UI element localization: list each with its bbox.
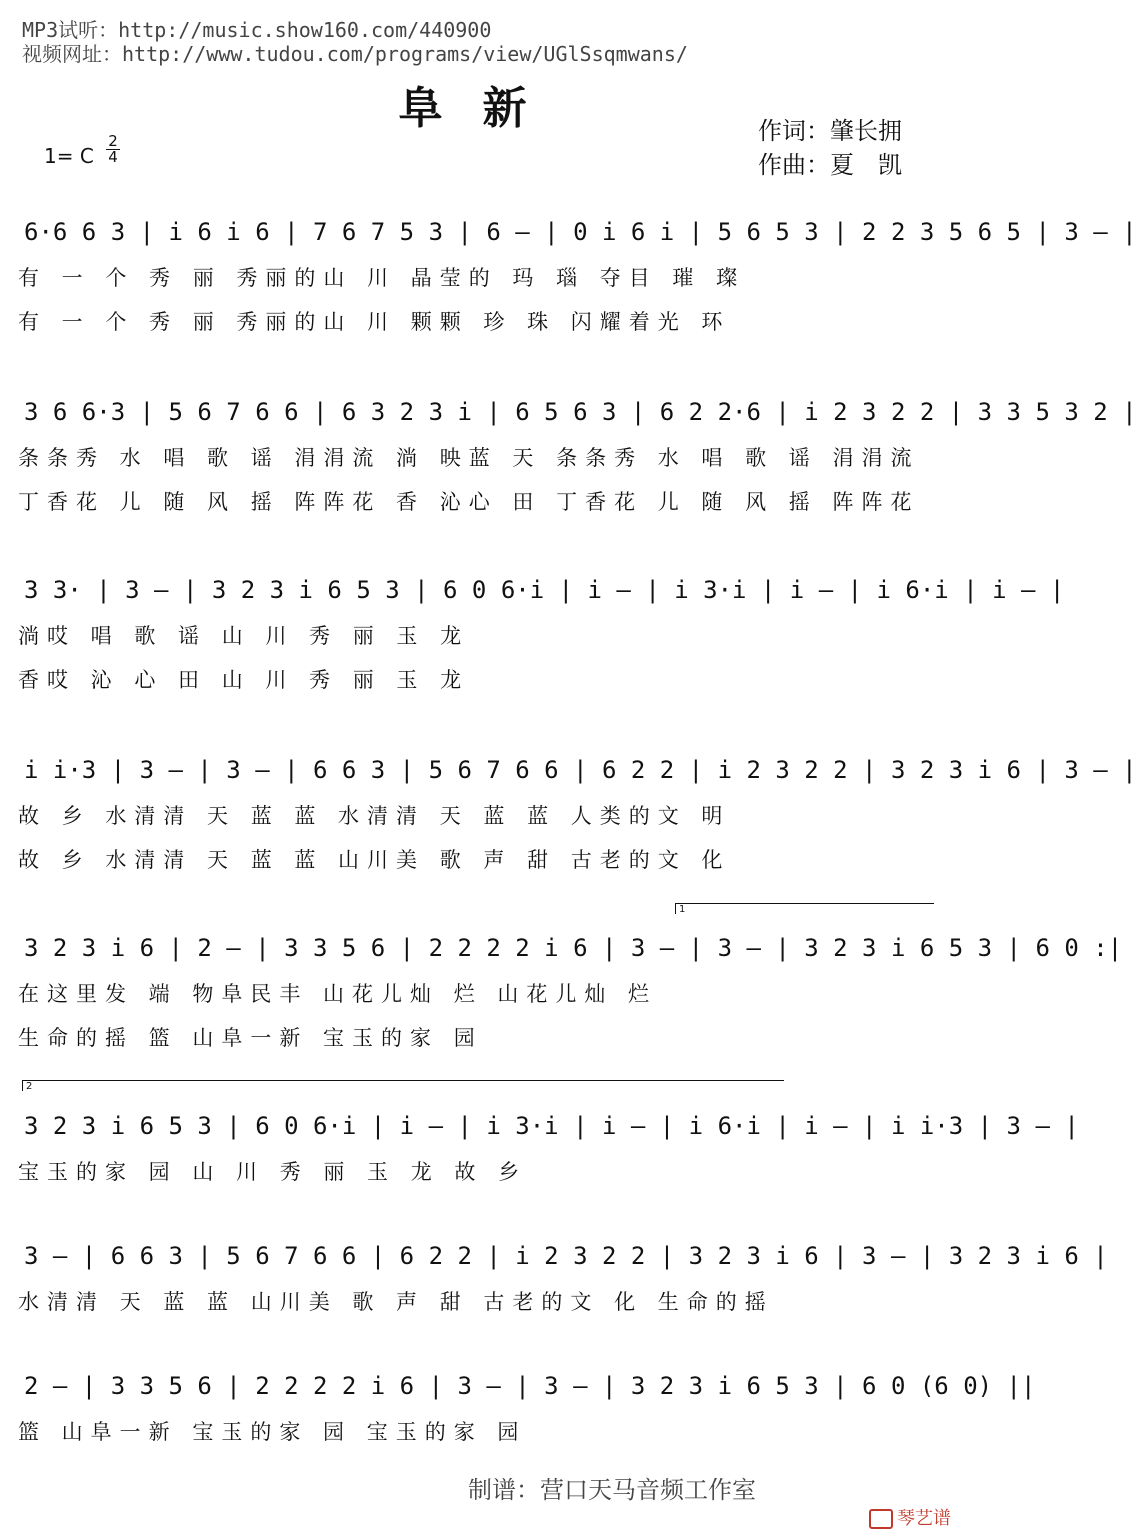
lyrics-verse-1: 在这里发 端 物阜民丰 山花儿灿 烂 山花儿灿 烂	[18, 982, 658, 1006]
time-signature-bottom: 4	[106, 149, 120, 165]
song-title: 阜新	[398, 83, 567, 134]
lyrics-verse-2: 有 一 个 秀 丽 秀丽的山 川 颗颗 珍 珠 闪耀着光 环	[18, 310, 731, 334]
video-link[interactable]: 视频网址：http://www.tudou.com/programs/view/UGlSsqmwans/	[22, 42, 688, 66]
time-signature	[106, 134, 120, 165]
lyrics-verse-1: 宝玉的家 园 山 川 秀 丽 玉 龙 故 乡	[18, 1160, 528, 1184]
lyrics-verse-2: 丁香花 儿 随 风 摇 阵阵花 香 沁心 田 丁香花 儿 随 风 摇 阵阵花	[18, 490, 920, 514]
lyrics-verse-2: 香哎 沁 心 田 山 川 秀 丽 玉 龙	[18, 668, 470, 692]
mp3-link[interactable]: MP3试听：http://music.show160.com/440900	[22, 18, 492, 42]
lyricist: 作词：肇长拥	[758, 117, 902, 145]
score-system-8	[18, 1354, 1036, 1454]
score-system-3	[18, 558, 1065, 702]
lyrics-verse-1: 篮 山阜一新 宝玉的家 园 宝玉的家 园	[18, 1420, 527, 1444]
lyrics-verse-1: 淌哎 唱 歌 谣 山 川 秀 丽 玉 龙	[18, 624, 470, 648]
transcriber-credit: 制谱：营口天马音频工作室	[468, 1476, 756, 1504]
brand-name: 琴艺谱	[897, 1508, 951, 1529]
notation-row: 6·6 6 3 | i 6 i 6 | 7 6 7 5 3 | 6 — | 0 i 6 i | 5 6 5 3 | 2 2 3 5 6 5 | 3 — |	[24, 218, 1137, 246]
notation-row: 3 2 3 i 6 | 2 — | 3 3 5 6 | 2 2 2 2 i 6 | 3 — | 3 — | 3 2 3 i 6 5 3 | 6 0 :|	[24, 934, 1123, 962]
lyrics-verse-2: 故 乡 水清清 天 蓝 蓝 山川美 歌 声 甜 古老的文 化	[18, 848, 731, 872]
notation-row: 3 — | 6 6 3 | 5 6 7 6 6 | 6 2 2 | i 2 3 2 2 | 3 2 3 i 6 | 3 — | 3 2 3 i 6 |	[24, 1242, 1108, 1270]
composer: 作曲：夏 凯	[758, 151, 902, 179]
time-signature-top: 2	[108, 132, 118, 150]
notation-row: 3 6 6·3 | 5 6 7 6 6 | 6 3 2 3 i | 6 5 6 3 | 6 2 2·6 | i 2 3 2 2 | 3 3 5 3 2 |	[24, 398, 1137, 426]
notation-row: 3 3· | 3 — | 3 2 3 i 6 5 3 | 6 0 6·i | i — | i 3·i | i — | i 6·i | i — |	[24, 576, 1065, 604]
first-ending-bracket: 1	[675, 903, 934, 914]
second-ending-bracket: 2	[22, 1080, 784, 1091]
score-system-4	[18, 738, 1137, 882]
key-signature: 1= C	[44, 144, 94, 168]
score-system-6	[18, 1094, 1079, 1194]
notation-row: 2 — | 3 3 5 6 | 2 2 2 2 i 6 | 3 — | 3 — | 3 2 3 i 6 5 3 | 6 0 (6 0) ||	[24, 1372, 1036, 1400]
lyrics-verse-1: 条条秀 水 唱 歌 谣 涓涓流 淌 映蓝 天 条条秀 水 唱 歌 谣 涓涓流	[18, 446, 920, 470]
lyrics-verse-1: 有 一 个 秀 丽 秀丽的山 川 晶莹的 玛 瑙 夺目 璀 璨	[18, 266, 746, 290]
notation-row: 3 2 3 i 6 5 3 | 6 0 6·i | i — | i 3·i | i — | i 6·i | i — | i i·3 | 3 — |	[24, 1112, 1079, 1140]
score-system-1	[18, 200, 1137, 344]
score-system-2	[18, 380, 1137, 524]
notation-row: i i·3 | 3 — | 3 — | 6 6 3 | 5 6 7 6 6 | 6 2 2 | i 2 3 2 2 | 3 2 3 i 6 | 3 — |	[24, 756, 1137, 784]
lyrics-verse-2: 生命的摇 篮 山阜一新 宝玉的家 园	[18, 1026, 483, 1050]
lyrics-verse-1: 水清清 天 蓝 蓝 山川美 歌 声 甜 古老的文 化 生命的摇	[18, 1290, 774, 1314]
brand-watermark	[869, 1504, 951, 1530]
score-system-5	[18, 916, 1123, 1060]
score-system-7	[18, 1224, 1108, 1324]
lyrics-verse-1: 故 乡 水清清 天 蓝 蓝 水清清 天 蓝 蓝 人类的文 明	[18, 804, 731, 828]
credits	[758, 114, 902, 182]
brand-logo-icon	[869, 1509, 893, 1529]
